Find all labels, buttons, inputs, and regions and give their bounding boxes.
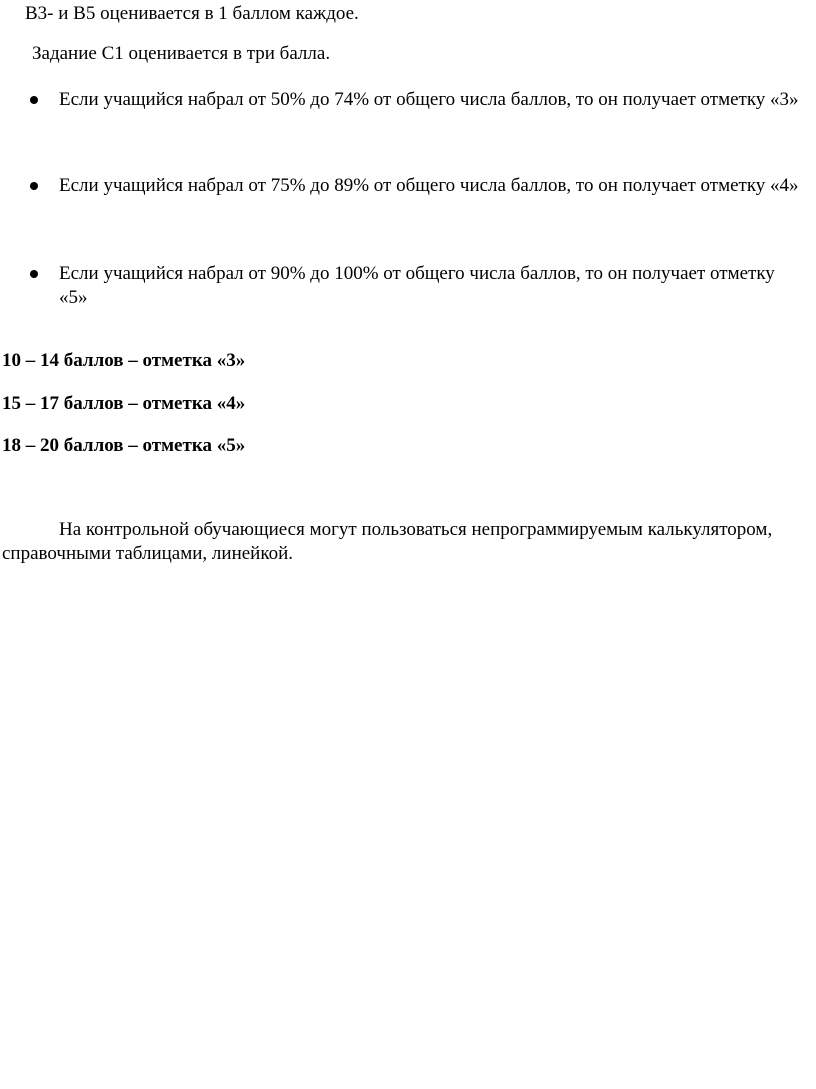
- c1-scoring-line: Задание С1 оценивается в три балла.: [32, 43, 331, 64]
- bullet-text: Если учащийся набрал от 50% до 74% от общего числа баллов, то он получает отметку «3»: [59, 89, 799, 110]
- bullet-icon: [30, 270, 38, 278]
- score-grade-5: 18 – 20 баллов – отметка «5»: [2, 435, 246, 456]
- b3-b5-scoring-line: В3- и В5 оценивается в 1 баллом каждое.: [25, 3, 359, 24]
- bullet-icon: [30, 96, 38, 104]
- bullet-icon: [30, 182, 38, 190]
- score-grade-4: 15 – 17 баллов – отметка «4»: [2, 393, 246, 414]
- bullet-text: Если учащийся набрал от 75% до 89% от общего числа баллов, то он получает отметку «4»: [59, 175, 799, 196]
- bullet-text: Если учащийся набрал от 90% до 100% от общего числа баллов, то он получает отметку «5»: [59, 263, 775, 308]
- score-grade-3: 10 – 14 баллов – отметка «3»: [2, 350, 246, 371]
- closing-paragraph: На контрольной обучающиеся могут пользоваться непрограммируемым калькулятором, справочными таблицами, линейкой.: [2, 519, 773, 564]
